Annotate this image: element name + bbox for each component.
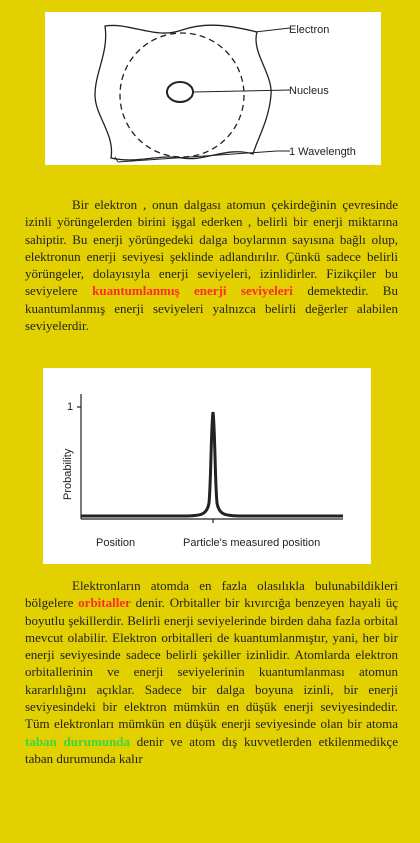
probability-peak [81, 412, 343, 516]
wavelength-label: 1 Wavelength [289, 146, 356, 158]
electron-label: Electron [289, 24, 330, 36]
paragraph2-text-after: denir ve atom dış kuvvetlerden etkilenmedikçe taban durumunda kalır [25, 733, 398, 766]
keyword-orbitals: orbitaller [78, 595, 131, 611]
ytick-label: 1 [67, 401, 74, 413]
paragraph-orbitals [25, 577, 398, 767]
probability-figure [43, 368, 371, 564]
measured-position-label: Particle's measured position [183, 537, 321, 549]
orbit-circle [120, 33, 244, 157]
paragraph1-text-after: demektedir. Bu kuantumlanmış enerji seviyeleri yalnızca belirli değerler alabilen seviyelerdir. [25, 283, 398, 334]
atom-wave-figure [45, 12, 381, 165]
position-label: Position [96, 537, 136, 549]
paragraph2-text-middle: denir. Orbitaller bir kıvırcığa benzeyen hayali üç boyutlu şekillerdir. Belirli enerji seviyelerinde birden daha fazla orbital mevcut olabilir. Elektron orbitalleri de kuantumlanmıştır, yani, her bir enerji seviyesinde sadece belirli şekiller izinlidir. Atomlarda elektron orbitallerinin ve enerji seviyelerinin kuantumlanması atomun kararlılığını açıklar. Sadece bir dalga boyuna izinli, bir enerji seviyesindeki bir elektron mümkün en düşük enerji seviyesindedir. Tüm elektronları mümkün en düşük enerji seviyesinde olan bir atoma [25, 595, 398, 732]
nucleus-label: Nucleus [289, 85, 329, 97]
keyword-ground-state: taban durumunda [25, 733, 131, 749]
paragraph-energy-levels [25, 196, 398, 334]
nucleus-shape [167, 82, 193, 102]
paragraph2-text-before: Elektronların atomda en fazla olasılıkla bulunabildikleri bölgelere [25, 578, 398, 611]
electron-wave [95, 25, 271, 160]
keyword-quantized-levels: kuantumlanmış enerji seviyeleri [92, 283, 293, 299]
probability-axis-label: Probability [62, 448, 74, 500]
paragraph1-text-before: Bir elektron , onun dalgası atomun çekirdeğinin çevresinde izinli yörüngelerden birini işgal ederken , belirli bir enerji miktarına sahiptir. Bu enerji yörüngedeki dalga boylarının sayısına bağlı olup, elektronun enerji seviyesi şeklinde adlandırılır. Çünkü sadece belirli yörüngeler, dolayısıyla enerji seviyeleri, izinlidirler. Fizikçiler bu seviyelere [25, 197, 398, 299]
